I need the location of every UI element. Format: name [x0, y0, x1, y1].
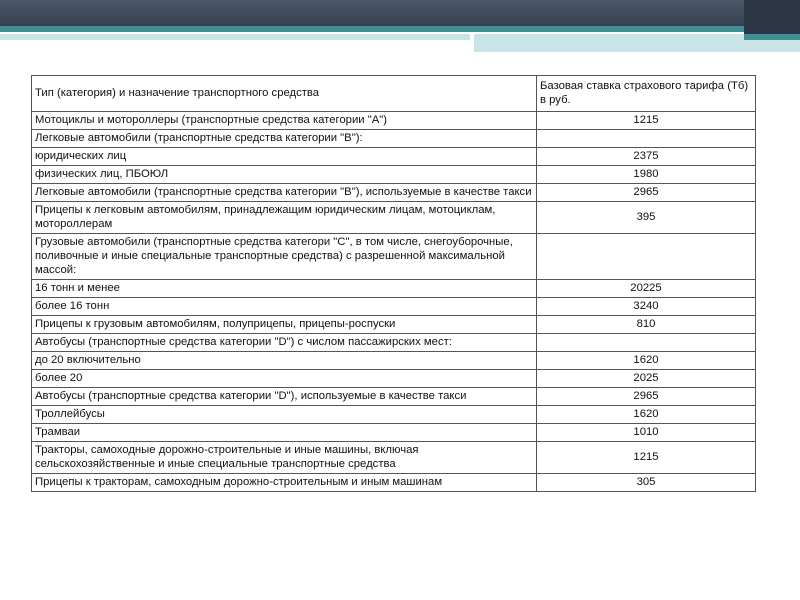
row-value: 1215 [537, 442, 756, 474]
row-label: Автобусы (транспортные средства категории "D") с числом пассажирских мест: [32, 334, 537, 352]
row-label: более 16 тонн [32, 298, 537, 316]
table-header-row [32, 76, 756, 112]
row-label: более 20 [32, 370, 537, 388]
row-value: 2025 [537, 370, 756, 388]
table-row [32, 352, 756, 370]
row-label: физических лиц, ПБОЮЛ [32, 166, 537, 184]
row-value: 2965 [537, 388, 756, 406]
accent-strip [0, 26, 800, 32]
row-value [537, 130, 756, 148]
table-row [32, 280, 756, 298]
tariff-table-container [31, 75, 755, 492]
table-row [32, 202, 756, 234]
table-row [32, 474, 756, 492]
row-value [537, 334, 756, 352]
row-value: 1980 [537, 166, 756, 184]
row-label: Легковые автомобили (транспортные средства категории "B"), используемые в качестве такси [32, 184, 537, 202]
table-row [32, 442, 756, 474]
light-band [0, 34, 470, 40]
row-label: Прицепы к тракторам, самоходным дорожно-строительным и иным машинам [32, 474, 537, 492]
table-row [32, 388, 756, 406]
table-row [32, 298, 756, 316]
table-row [32, 424, 756, 442]
row-label: Трамваи [32, 424, 537, 442]
row-label: Прицепы к грузовым автомобилям, полуприцепы, прицепы-роспуски [32, 316, 537, 334]
row-label: Троллейбусы [32, 406, 537, 424]
title-bar-shade [0, 0, 800, 26]
table-row [32, 334, 756, 352]
table-row [32, 234, 756, 280]
row-label: юридических лиц [32, 148, 537, 166]
row-value: 395 [537, 202, 756, 234]
row-value: 2375 [537, 148, 756, 166]
row-label: Мотоциклы и мотороллеры (транспортные средства категории "A") [32, 112, 537, 130]
row-value: 1215 [537, 112, 756, 130]
table-row [32, 184, 756, 202]
table-row [32, 370, 756, 388]
row-label: Автобусы (транспортные средства категории "D"), используемые в качестве такси [32, 388, 537, 406]
table-row [32, 130, 756, 148]
table-row [32, 316, 756, 334]
row-value: 1620 [537, 352, 756, 370]
row-value: 810 [537, 316, 756, 334]
row-label: 16 тонн и менее [32, 280, 537, 298]
corner-tab [744, 0, 800, 40]
table-row [32, 406, 756, 424]
row-value: 3240 [537, 298, 756, 316]
row-label: Прицепы к легковым автомобилям, принадлежащим юридическим лицам, мотоциклам, мотороллерам [32, 202, 537, 234]
table-row [32, 166, 756, 184]
row-label: Легковые автомобили (транспортные средства категории "B"): [32, 130, 537, 148]
row-value: 20225 [537, 280, 756, 298]
header-base-rate: Базовая ставка страхового тарифа (Тб) в руб. [537, 76, 756, 112]
table-row [32, 112, 756, 130]
row-label: Грузовые автомобили (транспортные средства категори "C", в том числе, снегоуборочные, поливочные и иные специальные транспортные средства) с разрешенной максимальной массой: [32, 234, 537, 280]
row-label: Тракторы, самоходные дорожно-строительные и иные машины, включая сельскохозяйственные и иные специальные транспортные средства [32, 442, 537, 474]
row-value: 1010 [537, 424, 756, 442]
tariff-table [31, 75, 756, 492]
row-value: 1620 [537, 406, 756, 424]
row-value: 2965 [537, 184, 756, 202]
row-value [537, 234, 756, 280]
row-value: 305 [537, 474, 756, 492]
table-row [32, 148, 756, 166]
row-label: до 20 включительно [32, 352, 537, 370]
header-type: Тип (категория) и назначение транспортного средства [32, 76, 537, 112]
